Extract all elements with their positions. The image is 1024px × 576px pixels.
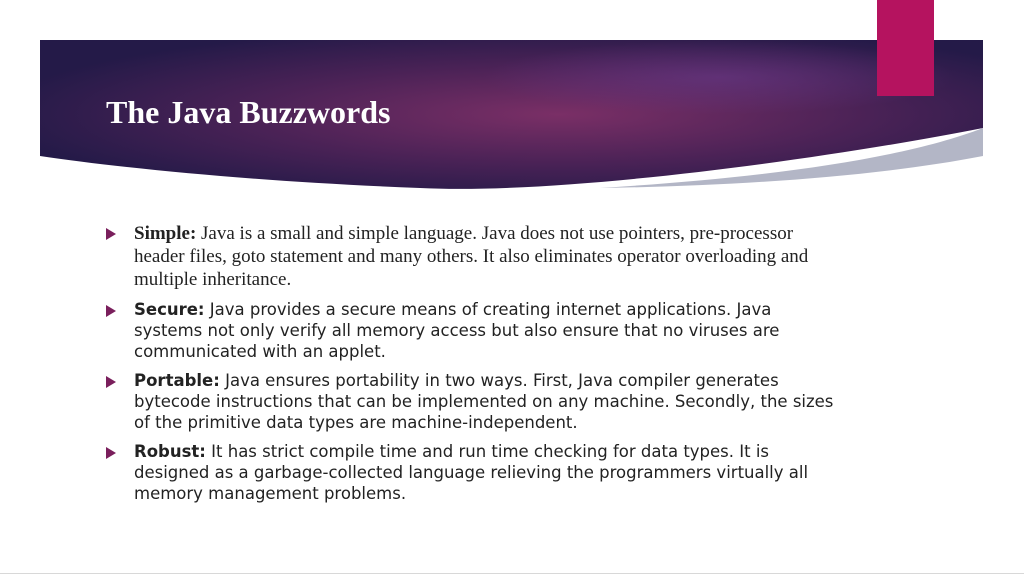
bullet-item-secure	[104, 299, 844, 362]
bullet-item-robust	[104, 441, 844, 504]
accent-tab	[877, 0, 934, 96]
triangle-bullet-icon	[106, 376, 116, 388]
bullet-term: Robust:	[134, 442, 206, 461]
bullet-term: Secure:	[134, 300, 205, 319]
triangle-bullet-icon	[106, 447, 116, 459]
triangle-bullet-icon	[106, 305, 116, 317]
slide-title: The Java Buzzwords	[106, 94, 391, 130]
bottom-divider	[0, 573, 1024, 574]
bullet-text: Java provides a secure means of creating internet applications. Java systems not only verify all memory access but also ensure that no viruses are communicated with an applet.	[134, 300, 780, 361]
bullet-text: Java is a small and simple language. Java does not use pointers, pre-processor header files, goto statement and many others. It also eliminates operator overloading and multiple inheritance.	[134, 223, 809, 290]
bullet-term: Simple:	[134, 223, 197, 244]
bullet-item-simple	[104, 222, 844, 291]
bullet-text: Java ensures portability in two ways. First, Java compiler generates bytecode instructions that can be implemented on any machine. Secondly, the sizes of the primitive data types are machine-independent.	[134, 371, 834, 432]
bullet-list	[104, 222, 844, 512]
bullet-item-portable	[104, 370, 844, 433]
bullet-term: Portable:	[134, 371, 220, 390]
bullet-text: It has strict compile time and run time checking for data types. It is designed as a garbage-collected language relieving the programmers virtually all memory management problems.	[134, 442, 809, 503]
triangle-bullet-icon	[106, 228, 116, 240]
